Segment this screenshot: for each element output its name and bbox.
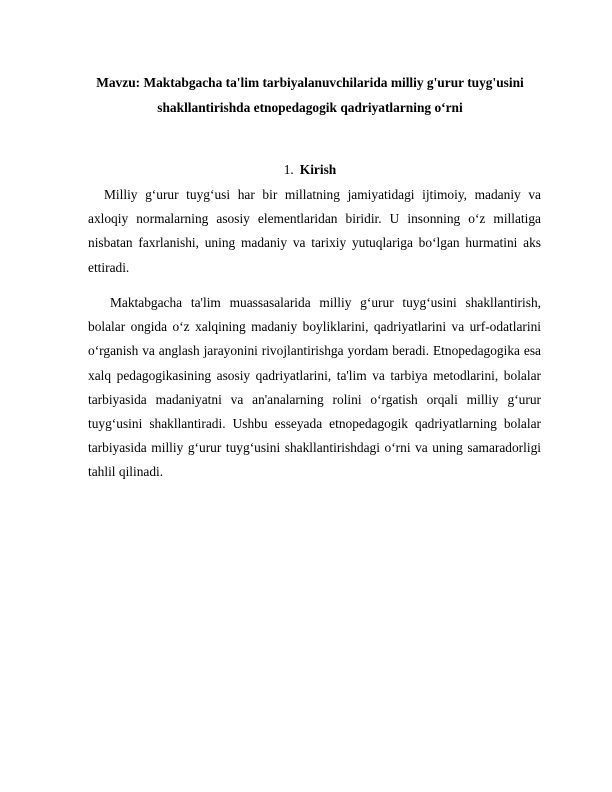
section-heading-text: Kirish: [299, 162, 337, 177]
section-heading: [80, 159, 540, 181]
section-number: 1.: [283, 162, 294, 177]
paragraph-2: Maktabgacha ta'lim muassasalarida milliy g‘urur tuyg‘usini shakllantirish, bolalar ongida o‘z xalqining madaniy boyliklarini, qadriyatlarini va urf-odatlarini o‘rganish va anglash jarayonini rivojlantirishga yordam beradi. Etnopedagogika esa xalq pedagogikasining asosiy qadriyatlarini, ta'lim va tarbiya metodlarini, bolalar tarbiyasida madaniyatni va an'analarning rolini o‘rgatish orqali milliy g‘urur tuyg‘usini shakllantiradi. Ushbu esseyada etnopedagogik qadriyatlarning bolalar tarbiyasida milliy g‘urur tuyg‘usini shakllantirishdagi o‘rni va uning samaradorligi tahlil qilinadi.: [88, 295, 541, 480]
paragraph-1: Milliy g‘urur tuyg‘usi har bir millatning jamiyatidagi ijtimoiy, madaniy va axloqiy normalarning asosiy elementlaridan biridir. U insonning o‘z millatiga nisbatan faxrlanishi, uning madaniy va tarixiy yutuqlariga bo‘lgan hurmatini aks ettiradi.: [88, 187, 541, 275]
document-title: Mavzu: Maktabgacha ta'lim tarbiyalanuvchilarida milliy g'urur tuyg'usini shakllantirishda etnopedagogik qadriyatlarning o‘rni: [96, 75, 524, 115]
